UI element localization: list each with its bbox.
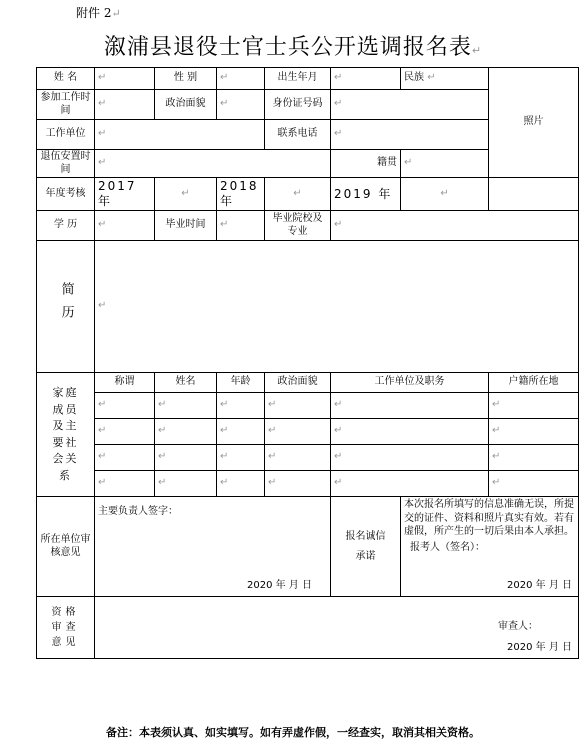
family-cell[interactable]: ↵: [217, 471, 265, 497]
family-header-work: 工作单位及职务: [331, 373, 489, 393]
qualification-date: 2020 年 月 日: [507, 641, 573, 653]
family-cell[interactable]: ↵: [217, 393, 265, 419]
id-number-label: 身份证号码: [265, 90, 331, 120]
discharge-time-label: 退伍安置时间: [37, 150, 95, 178]
table-row: [37, 445, 579, 471]
birth-value[interactable]: ↵: [331, 68, 401, 90]
family-cell[interactable]: ↵: [265, 471, 331, 497]
footnote: 备注：本表须认真、如实填写。如有弄虚作假，一经查实，取消其相关资格。: [106, 726, 480, 739]
unit-opinion-label: 所在单位审核意见: [37, 497, 95, 597]
attachment-label: 附件 2↵: [76, 6, 121, 20]
family-label: 家庭成员及主要社会关系: [37, 373, 95, 497]
work-unit-label: 工作单位: [37, 120, 95, 150]
family-cell[interactable]: ↵: [265, 393, 331, 419]
photo-label: 照片: [523, 116, 544, 128]
qualification-label: 资格审查意见: [37, 597, 95, 659]
year-2019-label: 2019 年: [331, 178, 401, 211]
phone-label: 联系电话: [265, 120, 331, 150]
school-major-label: 毕业院校及专业: [265, 211, 331, 241]
integrity-signer: 报考人（签名）：: [410, 541, 485, 553]
year-2018-value[interactable]: ↵: [265, 178, 331, 211]
family-cell[interactable]: ↵: [489, 445, 579, 471]
photo-cell[interactable]: [489, 68, 579, 178]
education-label: 学 历: [37, 211, 95, 241]
family-cell[interactable]: ↵: [217, 445, 265, 471]
family-cell[interactable]: ↵: [265, 419, 331, 445]
gender-label: 性 别: [155, 68, 217, 90]
work-start-value[interactable]: ↵: [95, 90, 155, 120]
school-major-value[interactable]: ↵: [331, 211, 579, 241]
family-cell[interactable]: ↵: [331, 393, 489, 419]
qualification-value[interactable]: [95, 597, 579, 659]
integrity-label: 报名诚信承诺: [331, 497, 401, 597]
family-cell[interactable]: ↵: [95, 471, 155, 497]
family-cell[interactable]: ↵: [95, 445, 155, 471]
family-cell[interactable]: ↵: [489, 393, 579, 419]
work-start-label: 参加工作时间: [37, 90, 95, 120]
family-cell[interactable]: ↵: [95, 419, 155, 445]
family-header-title: 称谓: [95, 373, 155, 393]
grad-time-value[interactable]: ↵: [217, 211, 265, 241]
integrity-text: 本次报名所填写的信息准确无误，所提交的证件、资料和照片真实有效。若有虚假，所产生的一切后果由本人承担。: [404, 499, 574, 537]
family-cell[interactable]: ↵: [489, 471, 579, 497]
native-place-label: 籍贯: [331, 150, 401, 178]
integrity-date: 2020 年 月 日: [507, 579, 573, 591]
return-mark-icon: ↵: [471, 44, 483, 57]
unit-opinion-date: 2020 年 月 日: [247, 579, 312, 591]
table-row: [37, 419, 579, 445]
annual-review-extra[interactable]: [489, 178, 579, 211]
family-cell[interactable]: ↵: [95, 393, 155, 419]
name-value[interactable]: ↵: [95, 68, 155, 90]
year-2019-value[interactable]: ↵: [401, 178, 489, 211]
family-cell[interactable]: ↵: [155, 445, 217, 471]
grad-time-label: 毕业时间: [155, 211, 217, 241]
family-header-name: 姓名: [155, 373, 217, 393]
year-2017-value[interactable]: ↵: [155, 178, 217, 211]
year-2018-label: 2018 年: [217, 178, 265, 211]
integrity-value[interactable]: [401, 497, 579, 597]
family-header-age: 年龄: [217, 373, 265, 393]
gender-value[interactable]: ↵: [217, 68, 265, 90]
discharge-time-value[interactable]: ↵: [95, 150, 331, 178]
phone-value[interactable]: ↵: [331, 120, 489, 150]
ethnicity-label: 民族: [404, 72, 424, 84]
family-cell[interactable]: ↵: [155, 419, 217, 445]
name-label: 姓 名: [37, 68, 95, 90]
resume-value[interactable]: ↵: [95, 241, 579, 373]
politics-label: 政治面貌: [155, 90, 217, 120]
family-cell[interactable]: ↵: [331, 471, 489, 497]
page-title: 溆浦县退役士官士兵公开选调报名表↵: [103, 35, 483, 60]
education-value[interactable]: ↵: [95, 211, 155, 241]
family-header-politics: 政治面貌: [265, 373, 331, 393]
resume-label: 简历: [37, 241, 95, 373]
native-place-value[interactable]: ↵: [401, 150, 489, 178]
family-cell[interactable]: ↵: [155, 393, 217, 419]
year-2017-label: 2017 年: [95, 178, 155, 211]
table-row: [37, 471, 579, 497]
family-cell[interactable]: ↵: [155, 471, 217, 497]
reviewer-label: 审查人：: [498, 621, 539, 632]
family-cell[interactable]: ↵: [331, 419, 489, 445]
birth-label: 出生年月: [265, 68, 331, 90]
annual-review-label: 年度考核: [37, 178, 95, 211]
return-mark-icon: ↵: [111, 7, 121, 20]
registration-form-table: [36, 67, 579, 659]
unit-opinion-value[interactable]: [95, 497, 331, 597]
table-row: [37, 393, 579, 419]
politics-value[interactable]: ↵: [217, 90, 265, 120]
work-unit-value[interactable]: ↵: [95, 120, 265, 150]
family-cell[interactable]: ↵: [217, 419, 265, 445]
unit-signature-label: 主要负责人签字：: [98, 506, 178, 517]
family-header-residence: 户籍所在地: [489, 373, 579, 393]
ethnicity-cell[interactable]: 民族 ↵: [401, 68, 489, 90]
family-cell[interactable]: ↵: [489, 419, 579, 445]
family-cell[interactable]: ↵: [331, 445, 489, 471]
family-cell[interactable]: ↵: [265, 445, 331, 471]
id-number-value[interactable]: ↵: [331, 90, 489, 120]
